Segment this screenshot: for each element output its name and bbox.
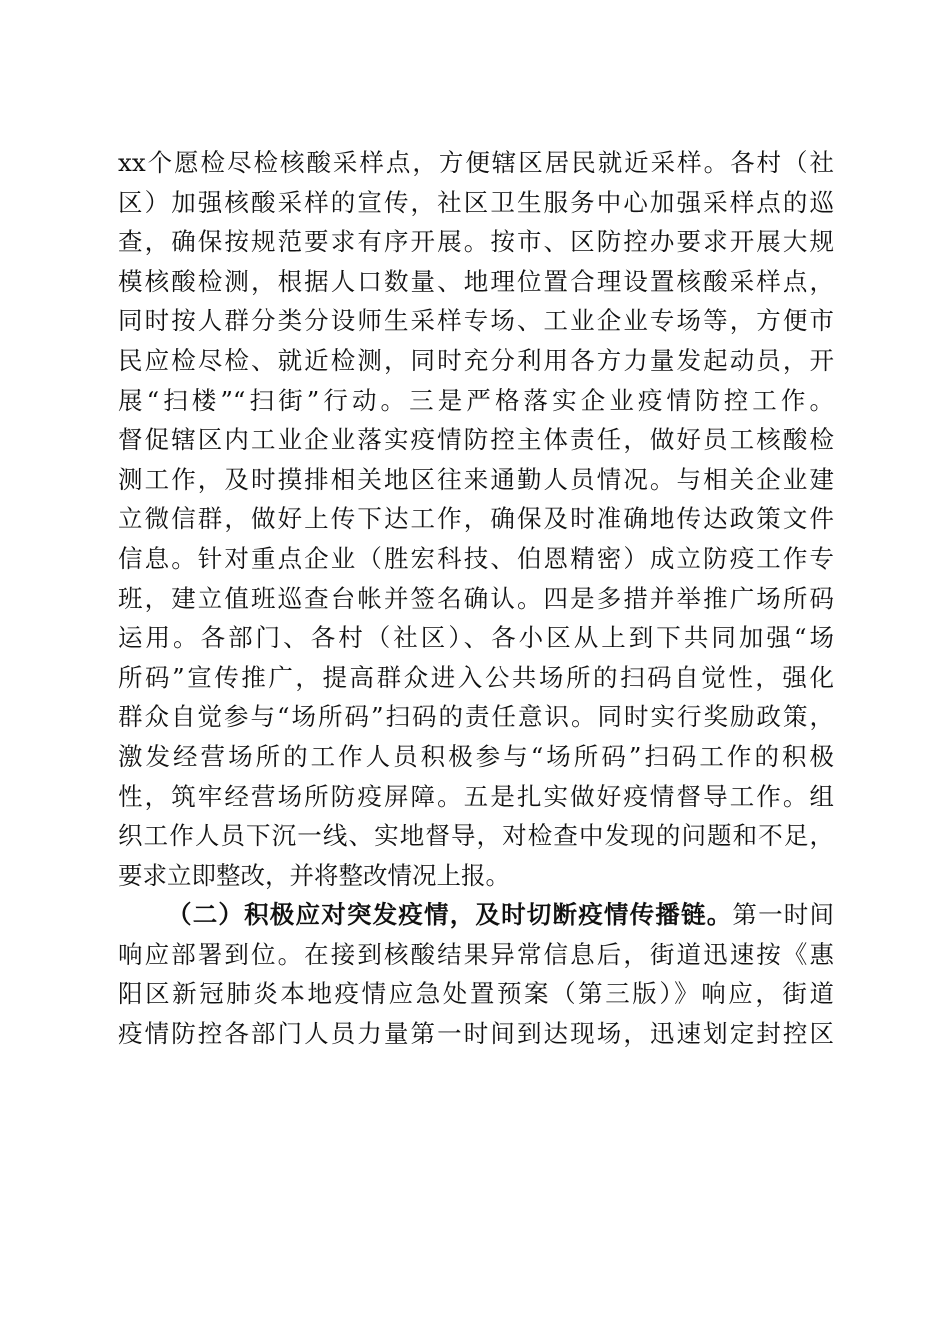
text-line: 区）加强核酸采样的宣传，社区卫生服务中心加强采样点的巡 bbox=[118, 187, 834, 217]
paragraph-2-first-line bbox=[118, 895, 834, 935]
text-line: xx个愿检尽检核酸采样点，方便辖区居民就近采样。各村（社 bbox=[118, 148, 834, 177]
text-line: 响应部署到位。在接到核酸结果异常信息后，街道迅速按《惠 bbox=[118, 939, 834, 969]
paragraph-2 bbox=[118, 895, 834, 1053]
text-line: 信息。针对重点企业（胜宏科技、伯恩精密）成立防疫工作专 bbox=[118, 543, 834, 573]
paragraph-1 bbox=[118, 143, 834, 895]
text-line: 模核酸检测，根据人口数量、地理位置合理设置核酸采样点， bbox=[118, 266, 834, 296]
text-line: 要求立即整改，并将整改情况上报。 bbox=[118, 860, 510, 890]
text-line: 督促辖区内工业企业落实疫情防控主体责任，做好员工核酸检 bbox=[118, 425, 834, 455]
document-body bbox=[118, 143, 834, 1054]
text-line: 查，确保按规范要求有序开展。按市、区防控办要求开展大规 bbox=[118, 227, 834, 257]
text-line: 民应检尽检、就近检测，同时充分利用各方力量发起动员，开 bbox=[118, 345, 834, 375]
text-line: 阳区新冠肺炎本地疫情应急处置预案（第三版）》响应，街道 bbox=[118, 979, 834, 1009]
text-line: 立微信群，做好上传下达工作，确保及时准确地传达政策文件 bbox=[118, 504, 834, 534]
text-line: 运用。各部门、各村（社区）、各小区从上到下共同加强“场 bbox=[118, 623, 834, 653]
text-line: 展“扫楼”“扫街”行动。三是严格落实企业疫情防控工作。 bbox=[118, 385, 834, 415]
section-heading: （二）积极应对突发疫情，及时切断疫情传播链。 bbox=[167, 900, 733, 930]
text-line: 同时按人群分类分设师生采样专场、工业企业专场等，方便市 bbox=[118, 306, 834, 336]
text-line: 织工作人员下沉一线、实地督导，对检查中发现的问题和不足， bbox=[118, 821, 834, 851]
text-line: 班，建立值班巡查台帐并签名确认。四是多措并举推广场所码 bbox=[118, 583, 834, 613]
text-line: 测工作，及时摸排相关地区往来通勤人员情况。与相关企业建 bbox=[118, 464, 834, 494]
text-line: 所码”宣传推广，提高群众进入公共场所的扫码自觉性，强化 bbox=[118, 662, 834, 692]
text-line: 群众自觉参与“场所码”扫码的责任意识。同时实行奖励政策， bbox=[118, 702, 834, 732]
text-line: 疫情防控各部门人员力量第一时间到达现场，迅速划定封控区 bbox=[118, 1019, 834, 1049]
text-line: 激发经营场所的工作人员积极参与“场所码”扫码工作的积极 bbox=[118, 741, 834, 771]
text-line: 性，筑牢经营场所防疫屏障。五是扎实做好疫情督导工作。组 bbox=[118, 781, 834, 811]
heading-continuation: 第一时间 bbox=[732, 900, 835, 930]
